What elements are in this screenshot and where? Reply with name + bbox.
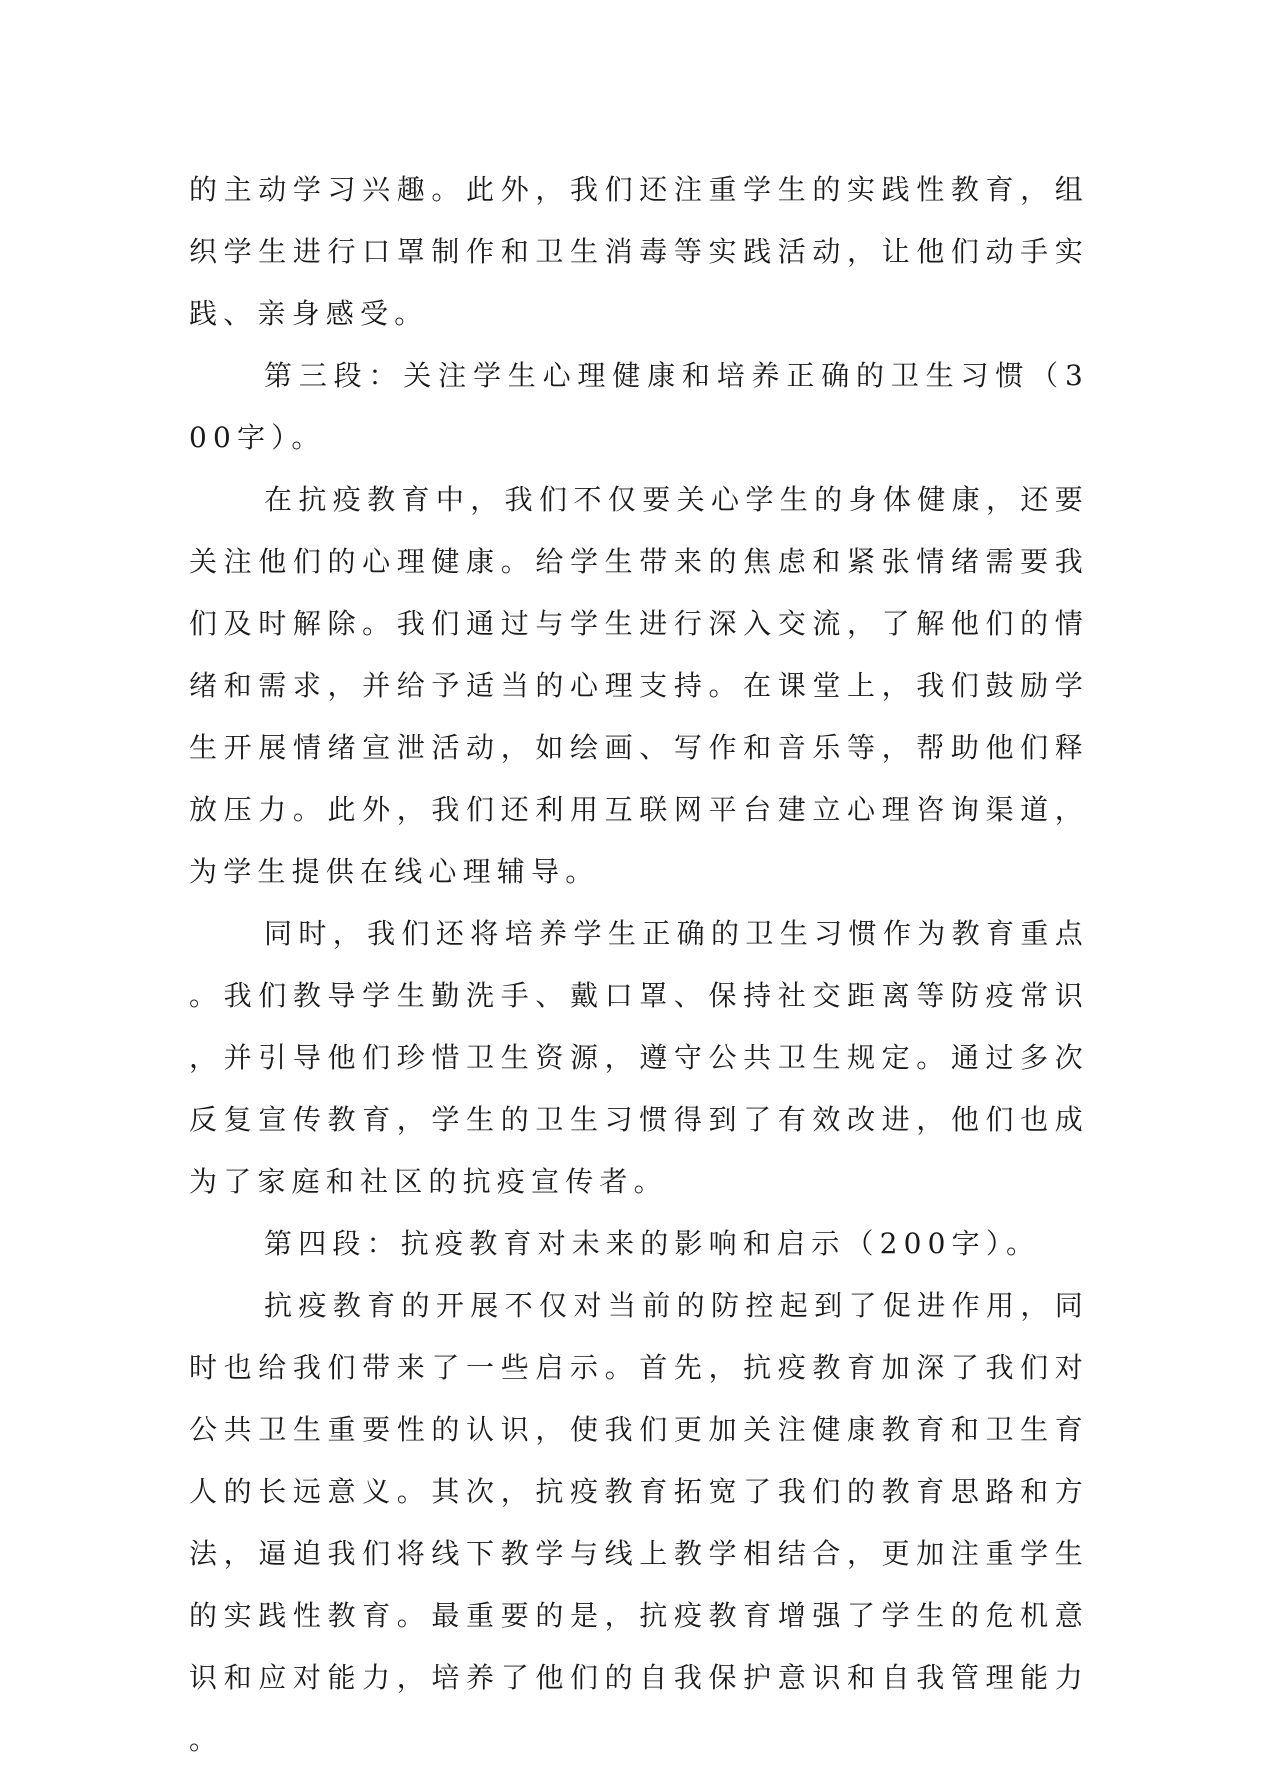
paragraph-hygiene-habits: 同时，我们还将培养学生正确的卫生习惯作为教育重点。我们教导学生勤洗手、戴口罩、保持社交距离等防疫常识，并引导他们珍惜卫生资源，遵守公共卫生规定。通过多次反复宣传教育，学生的卫生习惯得到了有效改进，他们也成为了家庭和社区的抗疫宣传者。: [189, 917, 1089, 1198]
section-heading-4: 第四段：抗疫教育对未来的影响和启示（200字）。: [264, 1227, 1041, 1260]
document-body: [189, 159, 1089, 1771]
paragraph-mental-health: 在抗疫教育中，我们不仅要关心学生的身体健康，还要关注他们的心理健康。给学生带来的焦虑和紧张情绪需要我们及时解除。我们通过与学生进行深入交流，了解他们的情绪和需求，并给予适当的心理支持。在课堂上，我们鼓励学生开展情绪宣泄活动，如绘画、写作和音乐等，帮助他们释放压力。此外，我们还利用互联网平台建立心理咨询渠道，为学生提供在线心理辅导。: [189, 483, 1089, 888]
section-heading-3: 第三段：关注学生心理健康和培养正确的卫生习惯（300字）。: [189, 359, 1089, 454]
paragraph-future-impact: 抗疫教育的开展不仅对当前的防控起到了促进作用，同时也给我们带来了一些启示。首先，抗疫教育加深了我们对公共卫生重要性的认识，使我们更加关注健康教育和卫生育人的长远意义。其次，抗疫教育拓宽了我们的教育思路和方法，逼迫我们将线下教学与线上教学相结合，更加注重学生的实践性教育。最重要的是，抗疫教育增强了学生的危机意识和应对能力，培养了他们的自我保护意识和自我管理能力。: [189, 1289, 1089, 1756]
paragraph-continuation: 的主动学习兴趣。此外，我们还注重学生的实践性教育，组织学生进行口罩制作和卫生消毒等实践活动，让他们动手实践、亲身感受。: [189, 173, 1089, 330]
